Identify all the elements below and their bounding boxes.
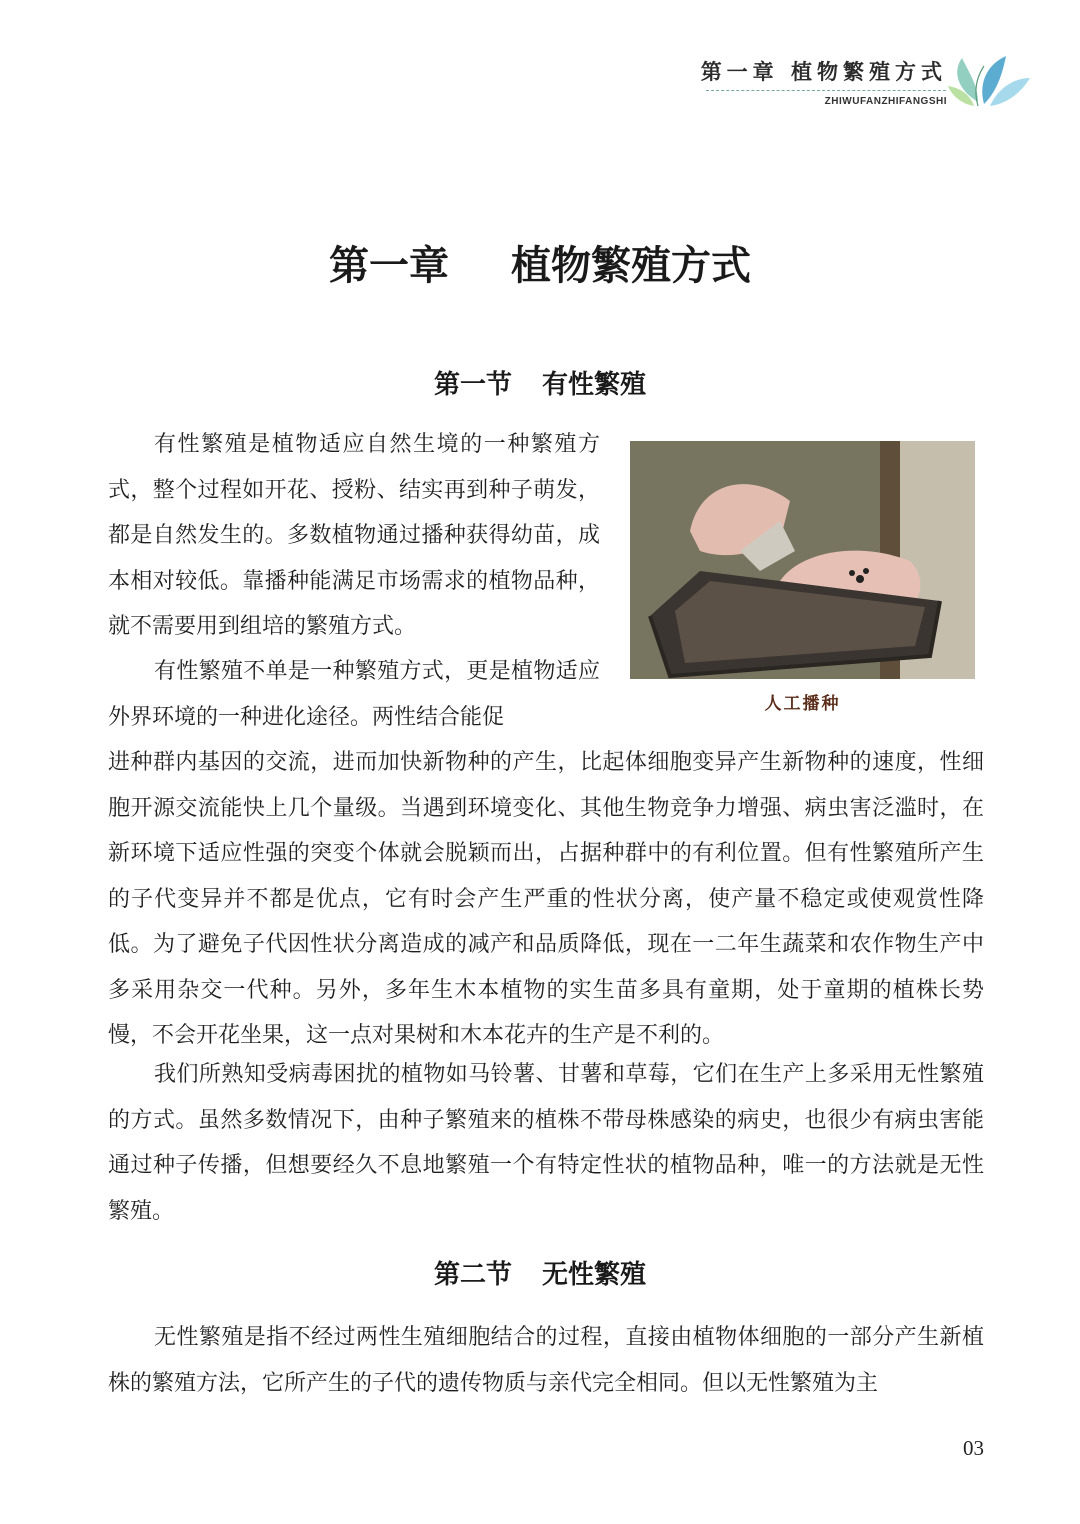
page-number: 03: [963, 1436, 984, 1460]
section-2-paragraph-1: 无性繁殖是指不经过两性生殖细胞结合的过程，直接由植物体细胞的一部分产生新植株的繁殖方法，它所产生的子代的遗传物质与亲代完全相同。但以无性繁殖为主: [108, 1325, 984, 1396]
section-1-paragraph-1: 有性繁殖是植物适应自然生境的一种繁殖方式，整个过程如开花、授粉、结实再到种子萌发，都是自然发生的。多数植物通过播种获得幼苗，成本相对较低。靠播种能满足市场需求的植物品种，就不需要用到组培的繁殖方式。: [108, 432, 600, 639]
figure-caption: 人工播种: [764, 694, 841, 714]
section-2-title: [0, 1258, 1080, 1292]
seed-sowing-photo: [630, 441, 975, 679]
section-1-number: 第一节: [433, 370, 512, 400]
section-1-paragraph-2-head: 有性繁殖不单是一种繁殖方式，更是植物适应外界环境的一种进化途径。两性结合能促: [108, 659, 600, 730]
chapter-name: 植物繁殖方式: [511, 242, 751, 289]
section-2-name: 无性繁殖: [542, 1260, 647, 1290]
chapter-title: [0, 240, 1080, 292]
section-1-paragraph-3: 我们所熟知受病毒困扰的植物如马铃薯、甘薯和草莓，它们在生产上多采用无性繁殖的方式。虽然多数情况下，由种子繁殖来的植株不带母株感染的病史，也很少有病虫害能通过种子传播，但想要经久不息地繁殖一个有特定性状的植物品种，唯一的方法就是无性繁殖。: [108, 1062, 984, 1224]
section-1-title: [0, 368, 1080, 402]
header-divider: [706, 90, 946, 91]
running-header: [701, 58, 947, 108]
running-header-title: 第一章 植物繁殖方式: [700, 60, 947, 84]
section-1-name: 有性繁殖: [542, 370, 647, 400]
running-header-pinyin: ZHIWUFANZHIFANGSHI: [824, 96, 947, 107]
section-1-paragraph-2-body: 进种群内基因的交流，进而加快新物种的产生，比起体细胞变异产生新物种的速度，性细胞开源交流能快上几个量级。当遇到环境变化、其他生物竞争力增强、病虫害泛滥时，在新环境下适应性强的突变个体就会脱颖而出，占据种群中的有利位置。但有性繁殖所产生的子代变异并不都是优点，它有时会产生严重的性状分离，使产量不稳定或使观赏性降低。为了避免子代因性状分离造成的减产和品质降低，现在一二年生蔬菜和农作物生产中多采用杂交一代种。另外，多年生木本植物的实生苗多具有童期，处于童期的植株长势慢，不会开花坐果，这一点对果树和木本花卉的生产是不利的。: [108, 750, 984, 1048]
section-2-number: 第二节: [433, 1260, 512, 1290]
leaf-decoration-icon: [948, 52, 1032, 110]
chapter-number: 第一章: [329, 242, 449, 289]
